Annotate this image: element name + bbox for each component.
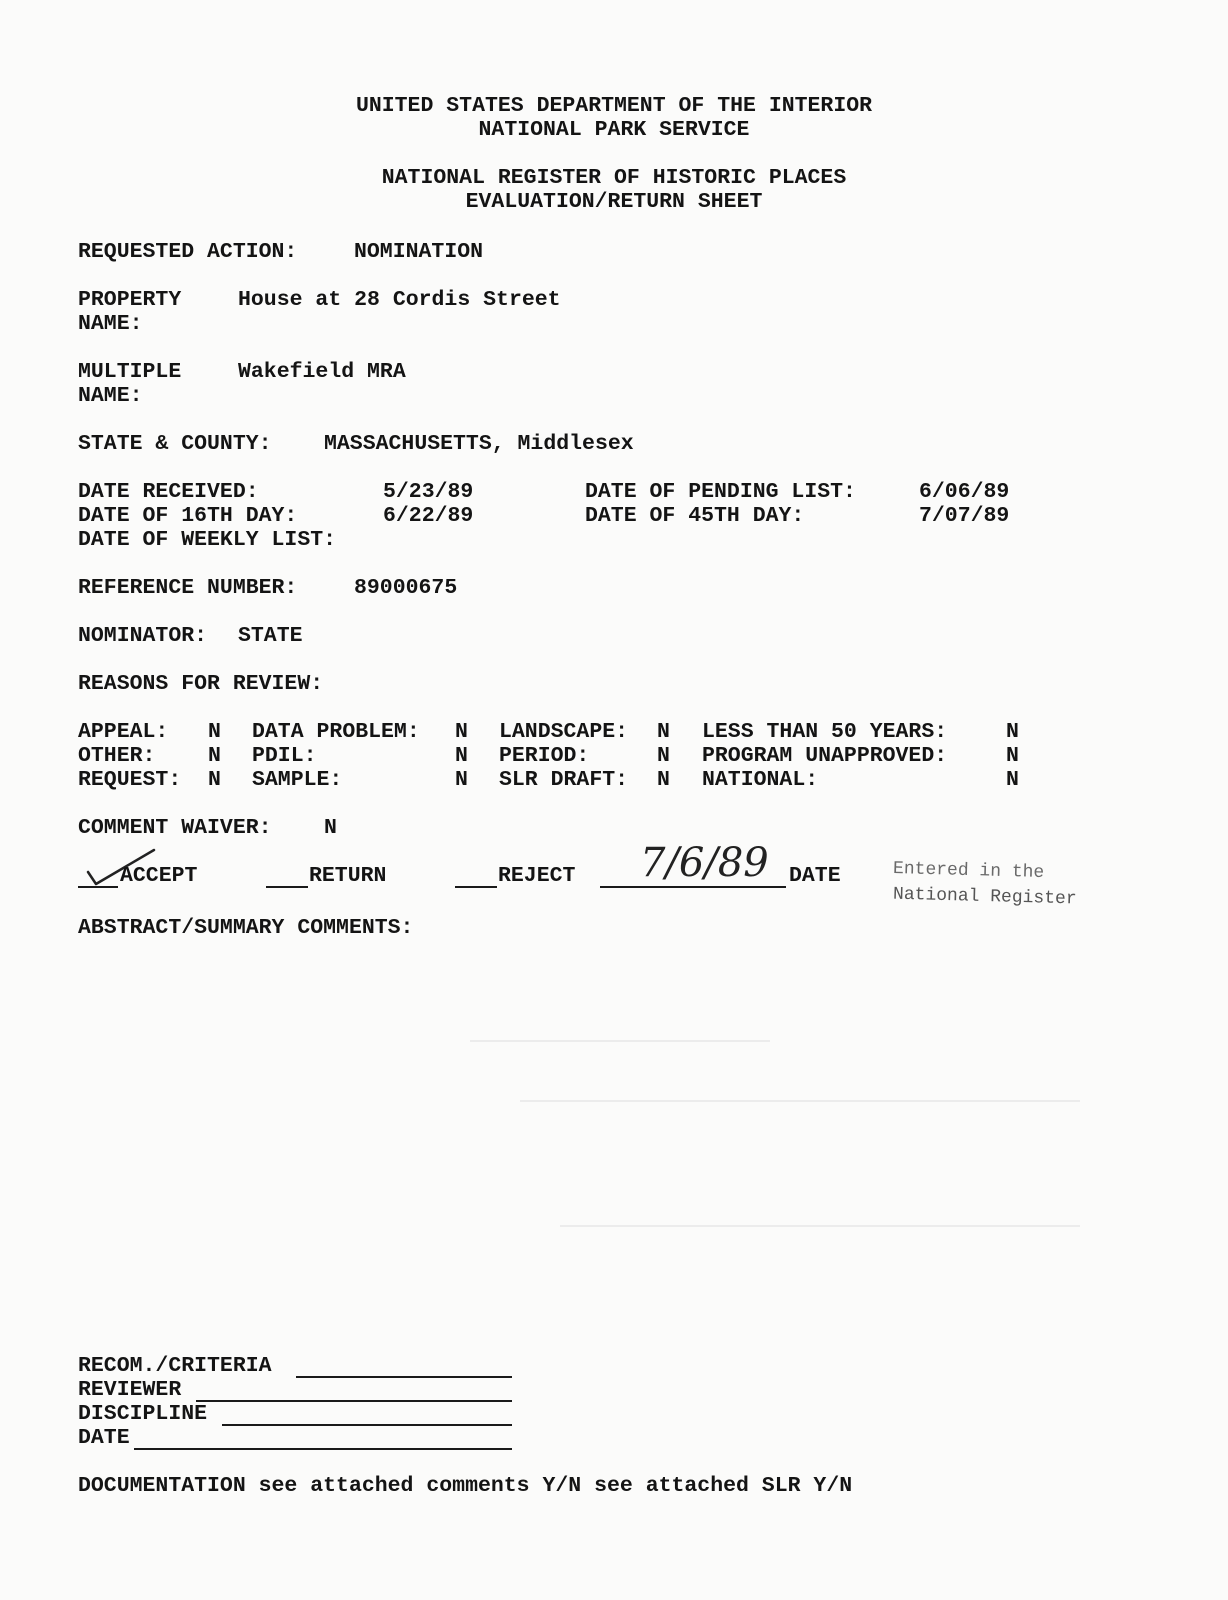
date-received-label: DATE RECEIVED: [78,480,259,504]
date-received-value: 5/23/89 [383,480,474,504]
multiple-label-1: MULTIPLE [78,360,182,384]
reason-other-value: N [208,744,221,768]
reason-national-value: N [1006,768,1019,792]
date-16th-label: DATE OF 16TH DAY: [78,504,298,528]
nominator-label: NOMINATOR: [78,624,208,648]
return-blank[interactable] [266,864,308,888]
abstract-summary-label: ABSTRACT/SUMMARY COMMENTS: [78,916,414,940]
return-option: RETURN [309,864,387,888]
reject-blank[interactable] [455,864,497,888]
reason-data-problem-label: DATA PROBLEM: [252,720,420,744]
reject-option: REJECT [498,864,576,888]
reason-less-than-50-label: LESS THAN 50 YEARS: [702,720,948,744]
reason-slr-draft-value: N [657,768,670,792]
signoff-date-label: DATE [78,1426,130,1450]
reason-slr-draft-label: SLR DRAFT: [499,768,629,792]
state-county-label: STATE & COUNTY: [78,432,272,456]
reason-appeal-value: N [208,720,221,744]
comment-waiver-value: N [324,816,337,840]
form-title: NATIONAL REGISTER OF HISTORIC PLACES [381,166,847,190]
recom-criteria-field[interactable] [296,1354,512,1378]
reference-number-label: REFERENCE NUMBER: [78,576,298,600]
discipline-label: DISCIPLINE [78,1402,208,1426]
reason-sample-value: N [455,768,468,792]
reason-period-value: N [657,744,670,768]
date-weekly-label: DATE OF WEEKLY LIST: [78,528,337,552]
multiple-name-value: Wakefield MRA [238,360,406,384]
reason-data-problem-value: N [455,720,468,744]
reason-landscape-label: LANDSCAPE: [499,720,629,744]
signoff-date-field[interactable] [134,1426,512,1450]
requested-action-label: REQUESTED ACTION: [78,240,298,264]
reason-request-label: REQUEST: [78,768,182,792]
reviewer-field[interactable] [196,1378,512,1402]
property-label-1: PROPERTY [78,288,182,312]
multiple-label-2: NAME: [78,384,143,408]
entered-stamp-line2: National Register [892,884,1077,910]
reason-pdil-label: PDIL: [252,744,317,768]
agency-subtitle: NATIONAL PARK SERVICE [478,118,750,142]
reason-program-unapproved-value: N [1006,744,1019,768]
reason-program-unapproved-label: PROGRAM UNAPPROVED: [702,744,948,768]
comment-waiver-label: COMMENT WAIVER: [78,816,272,840]
reason-sample-label: SAMPLE: [252,768,343,792]
reason-other-label: OTHER: [78,744,156,768]
date-45th-value: 7/07/89 [919,504,1010,528]
property-name-value: House at 28 Cordis Street [238,288,561,312]
date-45th-label: DATE OF 45TH DAY: [585,504,805,528]
discipline-field[interactable] [222,1402,512,1426]
recom-criteria-label: RECOM./CRITERIA [78,1354,272,1378]
accept-option: ACCEPT [120,864,198,888]
reason-landscape-value: N [657,720,670,744]
date-16th-value: 6/22/89 [383,504,474,528]
form-subtitle: EVALUATION/RETURN SHEET [465,190,763,214]
reasons-for-review-label: REASONS FOR REVIEW: [78,672,324,696]
reason-period-label: PERIOD: [499,744,590,768]
entered-stamp-line1: Entered in the [892,859,1045,883]
reference-number-value: 89000675 [354,576,458,600]
bleed-through-mark [470,1040,770,1042]
property-label-2: NAME: [78,312,143,336]
agency-title: UNITED STATES DEPARTMENT OF THE INTERIOR [355,94,873,118]
decision-date-handwritten: 7/6/89 [640,840,769,886]
reason-less-than-50-value: N [1006,720,1019,744]
reason-appeal-label: APPEAL: [78,720,169,744]
reviewer-label: REVIEWER [78,1378,182,1402]
reason-request-value: N [208,768,221,792]
state-county-value: MASSACHUSETTS, Middlesex [324,432,634,456]
date-pending-value: 6/06/89 [919,480,1010,504]
decision-date-label: DATE [789,864,841,888]
nominator-value: STATE [238,624,303,648]
requested-action-value: NOMINATION [354,240,484,264]
reason-pdil-value: N [455,744,468,768]
documentation-line: DOCUMENTATION see attached comments Y/N see attached SLR Y/N [78,1474,853,1498]
bleed-through-mark [520,1100,1080,1102]
bleed-through-mark [560,1225,1080,1227]
date-pending-label: DATE OF PENDING LIST: [585,480,856,504]
reason-national-label: NATIONAL: [702,768,819,792]
